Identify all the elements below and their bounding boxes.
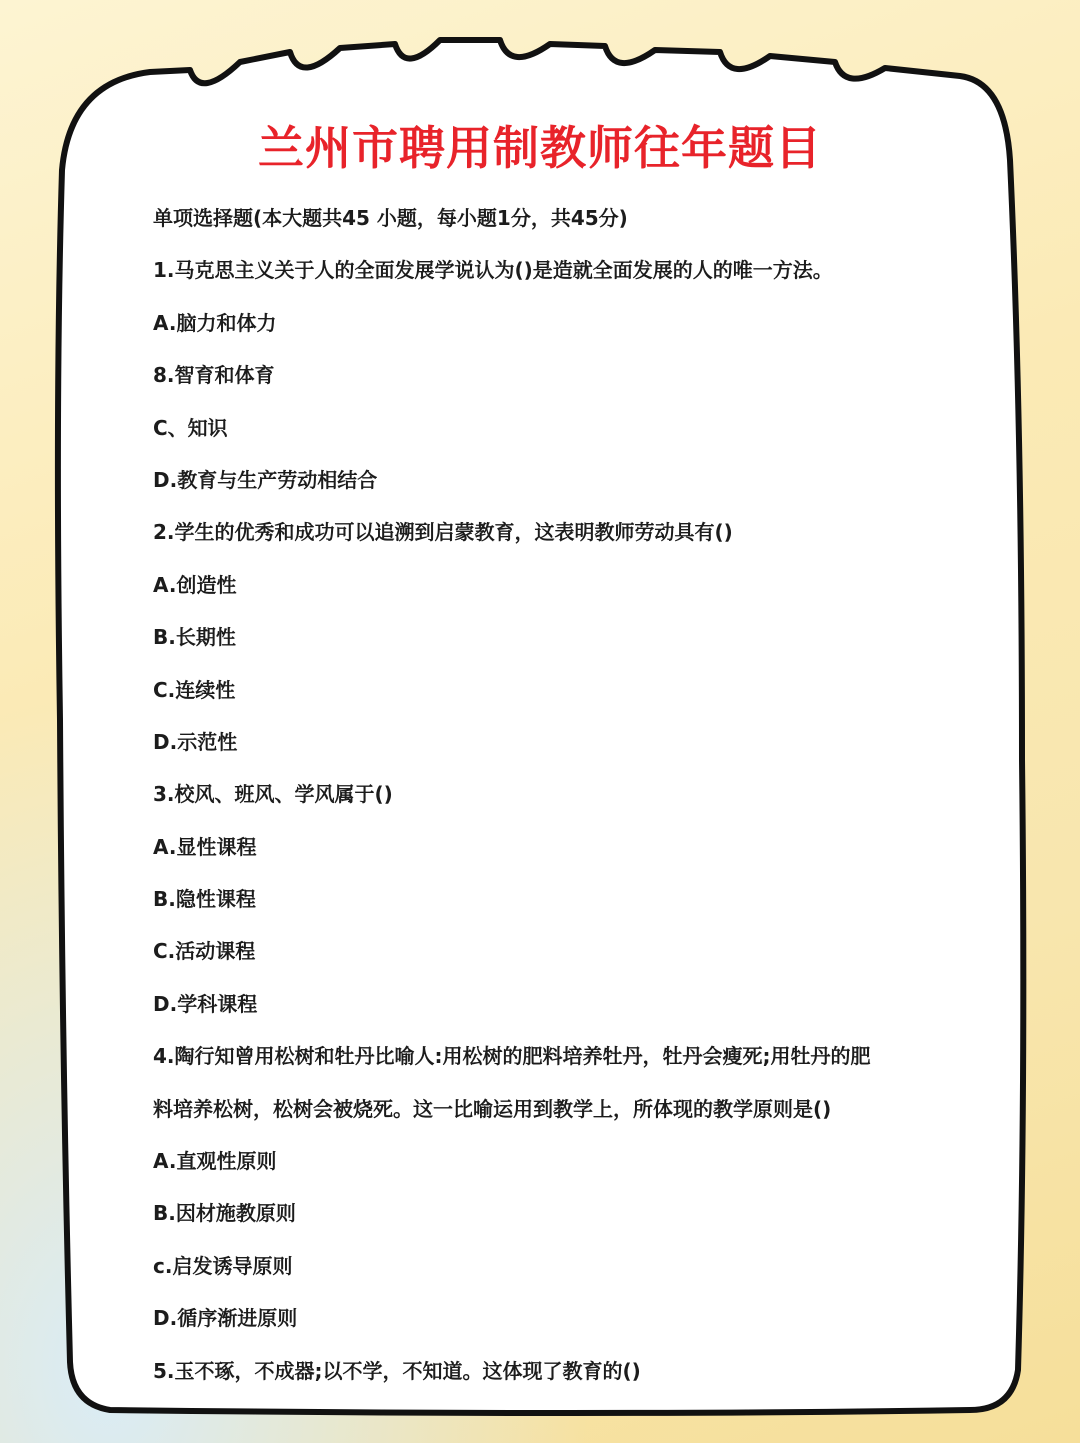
question-line: D.教育与生产劳动相结合 (153, 467, 378, 492)
question-line: 3.校风、班风、学风属于() (153, 782, 393, 807)
question-line: A.创造性 (153, 572, 237, 597)
question-line: C.连续性 (153, 677, 236, 702)
question-line: B.隐性课程 (153, 887, 256, 912)
question-line: A.显性课程 (153, 834, 257, 859)
question-line: 4.陶行知曾用松树和牡丹比喻人:用松树的肥料培养牡丹，牡丹会瘦死;用牡丹的肥 (153, 1044, 871, 1069)
question-line: 料培养松树，松树会被烧死。这一比喻运用到教学上，所体现的教学原则是() (153, 1096, 832, 1121)
question-line: B.长期性 (153, 625, 236, 650)
page-title: 兰州市聘用制教师往年题目 (258, 121, 822, 175)
question-line: C、知识 (153, 415, 228, 440)
question-line: A.脑力和体力 (153, 310, 277, 335)
question-line: 5.玉不琢，不成器;以不学，不知道。这体现了教育的() (153, 1358, 641, 1383)
question-line: D.学科课程 (153, 991, 258, 1016)
question-line: D.循序渐进原则 (153, 1306, 298, 1331)
question-line: 单项选择题(本大题共45 小题，每小题1分，共45分) (153, 206, 628, 230)
question-line: 2.学生的优秀和成功可以追溯到启蒙教育，这表明教师劳动具有() (153, 520, 733, 545)
question-list (153, 198, 953, 1403)
question-line: D.示范性 (153, 729, 238, 754)
question-line: B.因材施教原则 (153, 1201, 296, 1226)
question-line: 8.智育和体育 (153, 363, 275, 388)
question-line: 1.马克思主义关于人的全面发展学说认为()是造就全面发展的人的唯一方法。 (153, 258, 833, 283)
question-line: c.启发诱导原则 (153, 1253, 293, 1278)
question-line: A.直观性原则 (153, 1149, 277, 1174)
question-line: C.活动课程 (153, 939, 256, 964)
